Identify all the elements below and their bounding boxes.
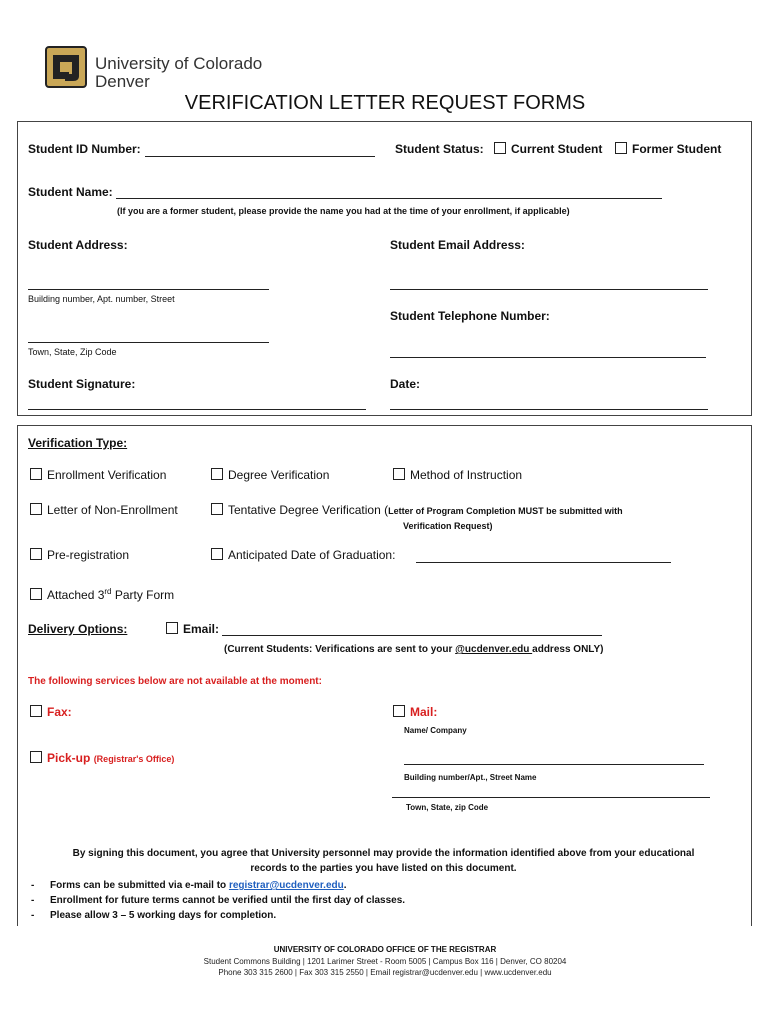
non-enrollment-option[interactable] — [30, 503, 178, 517]
footer-address: Student Commons Building | 1201 Larimer Street - Room 5005 | Campus Box 116 | Denver, CO 80204 — [203, 957, 567, 966]
preregistration-option[interactable] — [30, 548, 129, 562]
tentative-degree-option[interactable] — [211, 503, 623, 517]
bullet-dash-3: - — [31, 910, 35, 921]
student-phone-label: Student Telephone Number: — [390, 309, 550, 323]
student-id-field[interactable] — [145, 156, 375, 157]
student-signature-field[interactable] — [28, 409, 366, 410]
mail-town-hint: Town, State, zip Code — [406, 803, 489, 812]
mail-name-field[interactable] — [404, 764, 704, 765]
enrollment-verification-option[interactable] — [30, 468, 166, 482]
method-of-instruction-checkbox[interactable] — [393, 468, 405, 480]
bullet-dash-2: - — [31, 895, 35, 906]
agreement-line1: By signing this document, you agree that University personnel may provide the information identified above from your educational — [72, 848, 695, 859]
page-title: VERIFICATION LETTER REQUEST FORMS — [184, 92, 586, 114]
delivery-email-label: Email: — [183, 622, 220, 636]
student-signature-label: Student Signature: — [28, 377, 136, 391]
student-name-field[interactable] — [116, 198, 662, 199]
anticipated-graduation-option[interactable] — [211, 548, 395, 562]
tentative-degree-note: Letter of Program Completion MUST be submitted with — [388, 506, 623, 516]
unavailable-services-note: The following services below are not available at the moment: — [28, 676, 322, 687]
degree-verification-option[interactable] — [211, 468, 329, 482]
student-name-label: Student Name: — [28, 185, 113, 199]
fax-label: Fax: — [47, 705, 72, 719]
student-phone-field[interactable] — [390, 357, 706, 358]
mail-name-company-hint: Name/ Company — [404, 726, 467, 735]
date-field[interactable] — [390, 409, 708, 410]
delivery-email-field[interactable] — [222, 635, 602, 636]
address-town-field[interactable] — [28, 342, 269, 343]
email-note-pre: (Current Students: Verifications are sent to your — [224, 644, 456, 655]
university-name-line2: Denver — [95, 72, 150, 91]
bullet-submit-email — [50, 880, 347, 891]
registrar-email-link[interactable]: registrar@ucdenver.edu — [228, 880, 344, 891]
student-name-note: (If you are a former student, please provide the name you had at the time of your enrollment, if applicable) — [117, 206, 570, 216]
enrollment-verification-label: Enrollment Verification — [47, 468, 167, 482]
status-former-option[interactable] — [615, 142, 721, 156]
date-label: Date: — [390, 377, 421, 391]
fax-option[interactable] — [30, 705, 72, 719]
mail-option[interactable] — [393, 705, 437, 719]
bullet-dash-1: - — [31, 880, 35, 891]
status-former-checkbox[interactable] — [615, 142, 627, 154]
verification-type-label: Verification Type: — [28, 436, 128, 450]
email-note-post: address ONLY) — [532, 644, 604, 655]
non-enrollment-label: Letter of Non-Enrollment — [47, 503, 178, 517]
delivery-email-checkbox[interactable] — [166, 622, 178, 634]
mail-checkbox[interactable] — [393, 705, 405, 717]
pickup-note: (Registrar's Office) — [93, 754, 175, 764]
mail-building-field[interactable] — [392, 797, 710, 798]
attached-third-party-label-post: Party Form — [111, 588, 175, 602]
delivery-email-option[interactable] — [166, 622, 219, 636]
bullet1-period: . — [343, 880, 347, 891]
pickup-option[interactable] — [30, 751, 174, 765]
tentative-degree-note-line2: Verification Request) — [403, 521, 493, 531]
method-of-instruction-option[interactable] — [393, 468, 522, 482]
address-street-field[interactable] — [28, 289, 269, 290]
anticipated-graduation-label: Anticipated Date of Graduation: — [228, 548, 396, 562]
address-street-hint: Building number, Apt. number, Street — [28, 294, 175, 304]
mail-label: Mail: — [410, 705, 438, 719]
address-town-hint: Town, State, Zip Code — [28, 347, 117, 357]
pickup-checkbox[interactable] — [30, 751, 42, 763]
anticipated-graduation-checkbox[interactable] — [211, 548, 223, 560]
status-current-option[interactable] — [494, 142, 602, 156]
student-status-label: Student Status: — [395, 142, 484, 156]
bullet1-text: Forms can be submitted via e-mail to — [50, 880, 229, 891]
university-name-line1: University of Colorado — [95, 54, 263, 73]
attached-third-party-checkbox[interactable] — [30, 588, 42, 600]
non-enrollment-checkbox[interactable] — [30, 503, 42, 515]
pickup-label: Pick-up — [47, 751, 91, 765]
footer-contact: Phone 303 315 2600 | Fax 303 315 2550 | Email registrar@ucdenver.edu | www.ucdenver.edu — [218, 968, 552, 977]
university-logo — [45, 46, 87, 88]
tentative-degree-label: Tentative Degree Verification — [228, 503, 381, 517]
attached-third-party-label-pre: Attached 3 — [47, 588, 105, 602]
status-current-checkbox[interactable] — [494, 142, 506, 154]
student-info-box — [17, 121, 752, 416]
bullet-future-terms: Enrollment for future terms cannot be verified until the first day of classes. — [50, 895, 406, 906]
bullet-processing-time: Please allow 3 – 5 working days for completion. — [50, 910, 277, 921]
cu-logo-icon — [45, 46, 87, 88]
agreement-line2: records to the parties you have listed on this document. — [250, 863, 517, 874]
anticipated-graduation-field[interactable] — [416, 562, 671, 563]
email-note-domain: @ucdenver.edu — [455, 644, 533, 655]
status-former-label: Former Student — [632, 142, 722, 156]
fax-checkbox[interactable] — [30, 705, 42, 717]
degree-verification-label: Degree Verification — [228, 468, 330, 482]
preregistration-label: Pre-registration — [47, 548, 130, 562]
student-email-label: Student Email Address: — [390, 238, 525, 252]
student-address-label: Student Address: — [28, 238, 128, 252]
mail-building-hint: Building number/Apt., Street Name — [404, 773, 537, 782]
attached-third-party-sup: rd — [104, 587, 112, 596]
enrollment-verification-checkbox[interactable] — [30, 468, 42, 480]
attached-third-party-option[interactable] — [30, 587, 174, 602]
status-current-label: Current Student — [511, 142, 603, 156]
method-of-instruction-label: Method of Instruction — [410, 468, 523, 482]
tentative-note-paren: ( — [384, 503, 389, 517]
student-email-field[interactable] — [390, 289, 708, 290]
preregistration-checkbox[interactable] — [30, 548, 42, 560]
delivery-email-note — [224, 644, 603, 655]
delivery-options-label: Delivery Options: — [28, 622, 128, 636]
student-id-label: Student ID Number: — [28, 142, 141, 156]
degree-verification-checkbox[interactable] — [211, 468, 223, 480]
tentative-degree-checkbox[interactable] — [211, 503, 223, 515]
footer-office: UNIVERSITY OF COLORADO OFFICE OF THE REGISTRAR — [273, 945, 497, 954]
